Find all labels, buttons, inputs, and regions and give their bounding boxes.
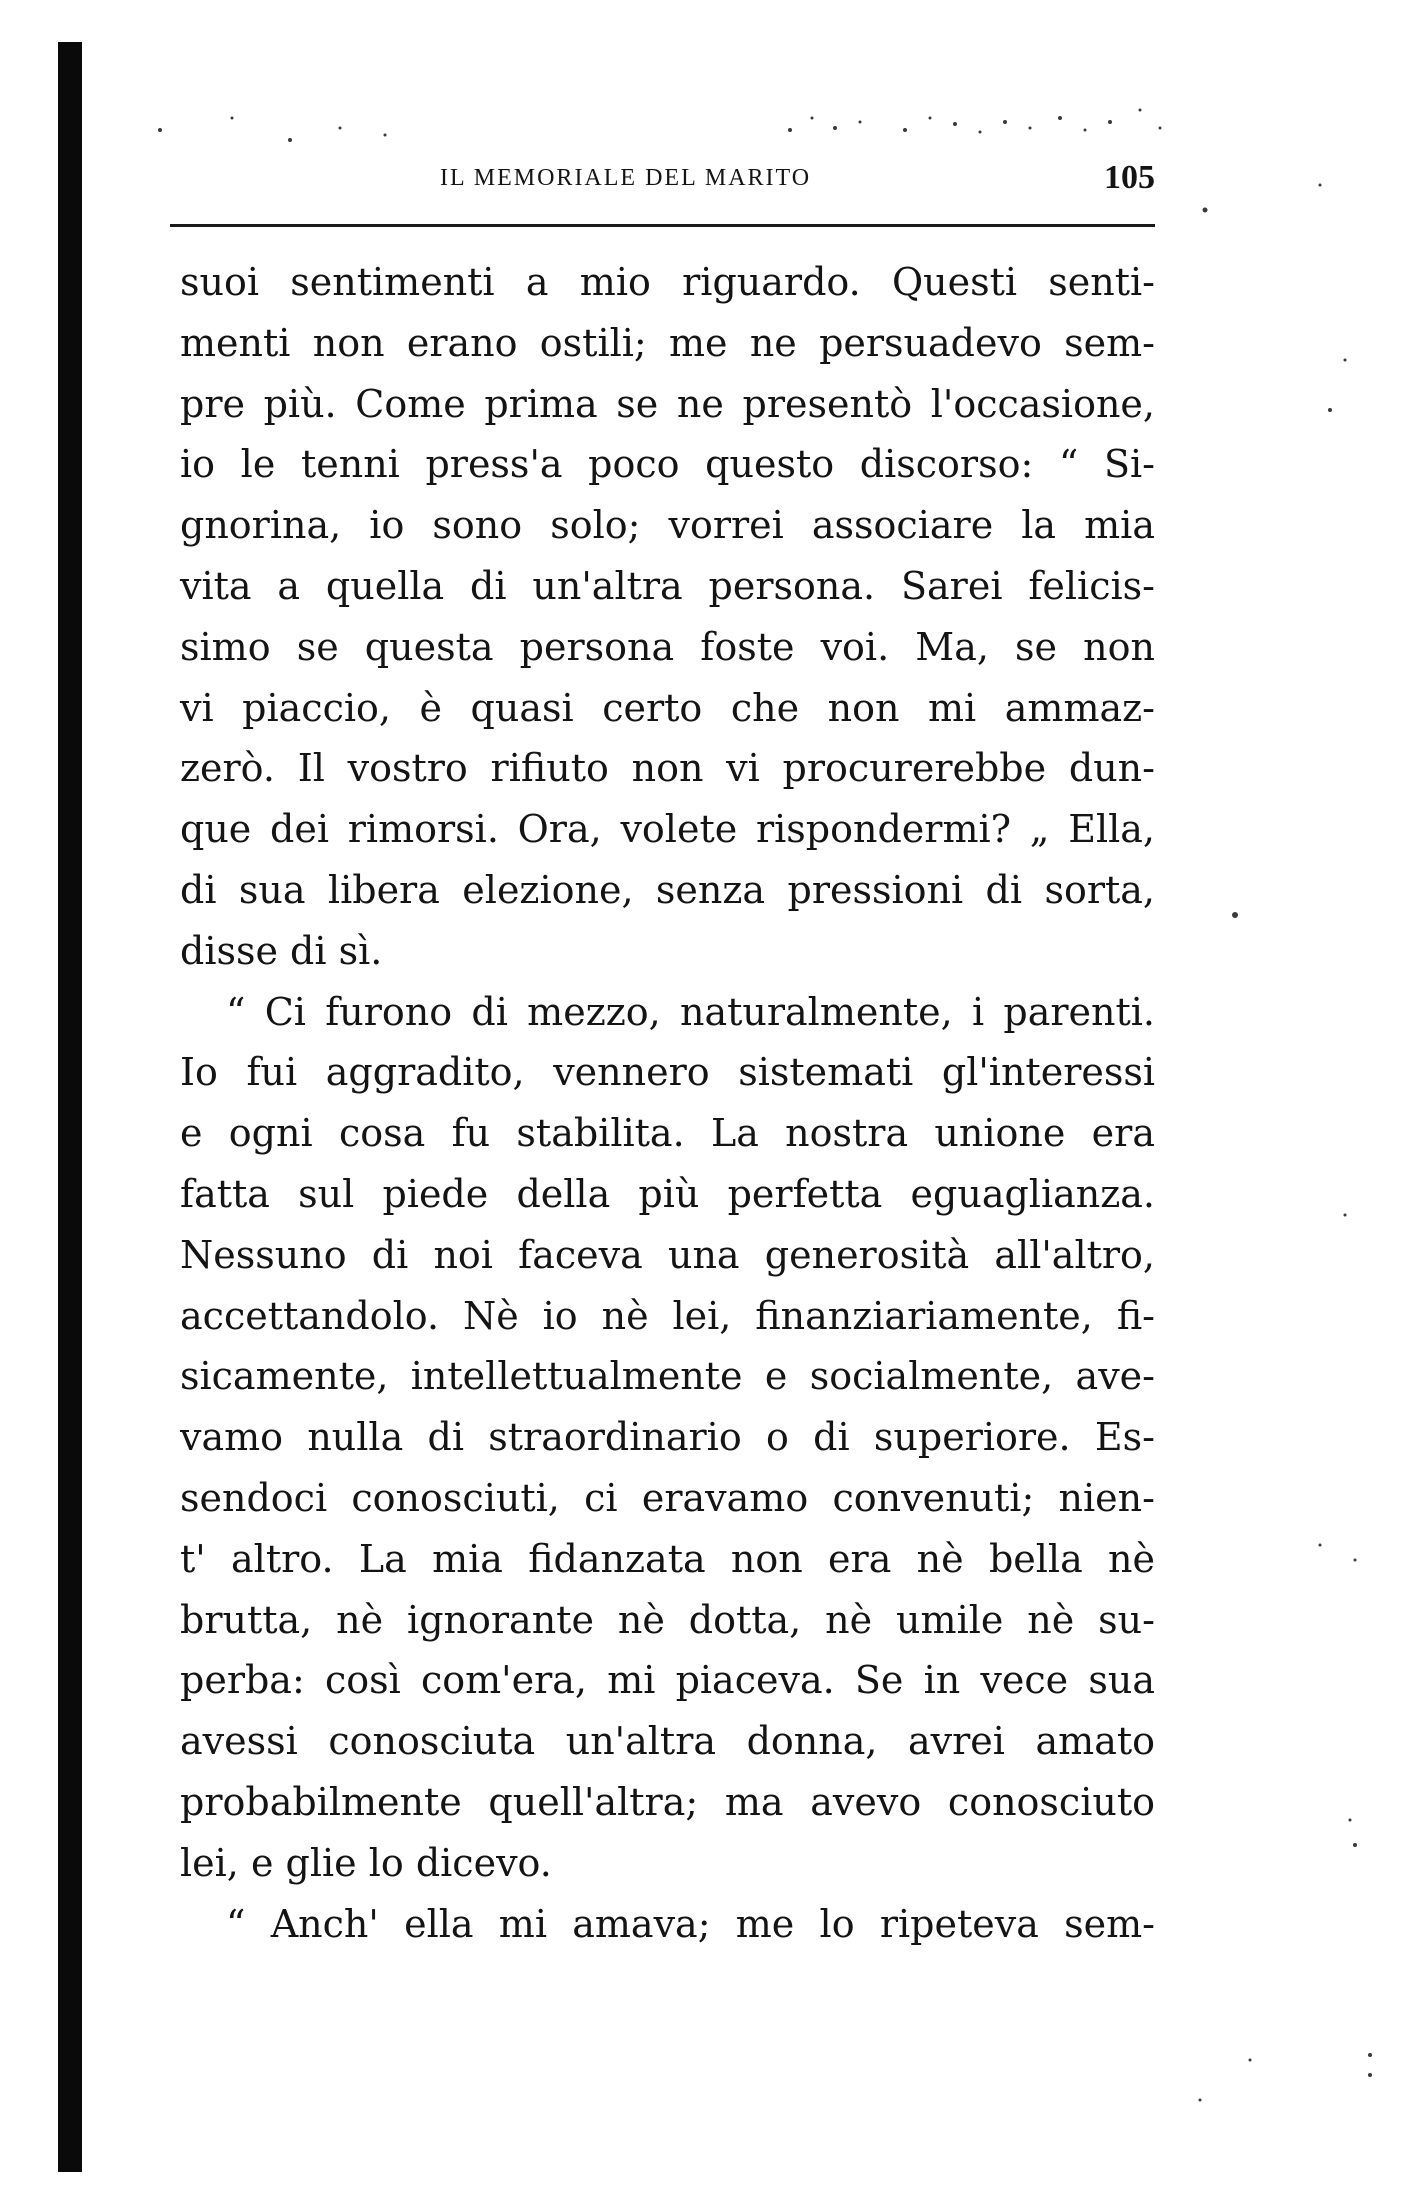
- text-line: pre più. Come prima se ne presentò l'occasione,: [180, 381, 1155, 426]
- text-line: fatta sul piede della più perfetta eguaglianza.: [180, 1171, 1155, 1216]
- text-line: di sua libera elezione, senza pressioni di sorta,: [180, 867, 1155, 912]
- text-line: probabilmente quell'altra; ma avevo conosciuto: [180, 1779, 1155, 1824]
- text-line: gnorina, io sono solo; vorrei associare la mia: [180, 503, 1155, 548]
- text-line: t' altro. La mia fidanzata non era nè bella nè: [180, 1536, 1155, 1581]
- text-line: vamo nulla di straordinario o di superiore. Es-: [180, 1415, 1155, 1460]
- text-line: que dei rimorsi. Ora, volete rispondermi? „ Ella,: [180, 807, 1155, 852]
- running-head: [170, 159, 1155, 209]
- paragraph-2: [180, 982, 1155, 1894]
- running-title: IL MEMORIALE DEL MARITO: [440, 165, 812, 191]
- text-line: simo se questa persona foste voi. Ma, se non: [180, 624, 1155, 669]
- text-line: accettandolo. Nè io nè lei, finanziariamente, fi-: [180, 1293, 1155, 1338]
- text-line: “ Ci furono di mezzo, naturalmente, i parenti.: [226, 989, 1155, 1034]
- body-text: [180, 252, 1155, 1954]
- text-line: zerò. Il vostro rifiuto non vi procurerebbe dun-: [180, 746, 1155, 791]
- text-line: menti non erano ostili; me ne persuadevo sem-: [180, 320, 1155, 365]
- text-line: disse di sì.: [180, 928, 383, 973]
- paragraph-3: [180, 1894, 1155, 1955]
- text-line: Nessuno di noi faceva una generosità all'altro,: [180, 1232, 1155, 1277]
- text-line: io le tenni press'a poco questo discorso: “ Si-: [180, 442, 1155, 487]
- text-line: sendoci conosciuti, ci eravamo convenuti; nien-: [180, 1475, 1155, 1520]
- paragraph-1: [180, 252, 1155, 982]
- text-line: perba: così com'era, mi piaceva. Se in vece sua: [180, 1658, 1155, 1703]
- text-line: vi piaccio, è quasi certo che non mi ammaz-: [180, 685, 1155, 730]
- text-line: vita a quella di un'altra persona. Sarei felicis-: [180, 563, 1155, 608]
- header-rule: [170, 224, 1155, 227]
- binding-edge: [58, 42, 82, 2172]
- text-line: e ogni cosa fu stabilita. La nostra unione era: [180, 1111, 1155, 1156]
- text-line: suoi sentimenti a mio riguardo. Questi senti-: [180, 260, 1155, 304]
- text-line: sicamente, intellettualmente e socialmente, ave-: [180, 1354, 1155, 1399]
- text-line: lei, e glie lo dicevo.: [180, 1840, 552, 1885]
- page-number: 105: [1104, 159, 1155, 196]
- text-line: avessi conosciuta un'altra donna, avrei amato: [180, 1719, 1155, 1764]
- text-line: “ Anch' ella mi amava; me lo ripeteva sem-: [226, 1901, 1155, 1946]
- text-line: brutta, nè ignorante nè dotta, nè umile nè su-: [180, 1597, 1155, 1642]
- text-line: Io fui aggradito, vennero sistemati gl'interessi: [180, 1050, 1155, 1095]
